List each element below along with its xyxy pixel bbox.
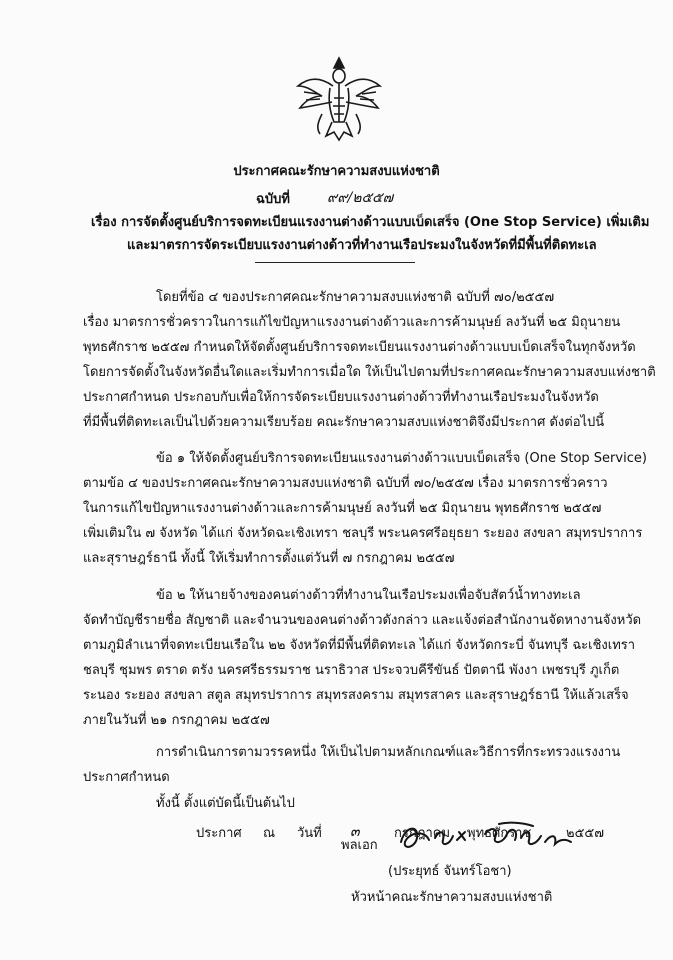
effective-clause: ทั้งนี้ ตั้งแต่บัดนี้เป็นต้นไป <box>156 796 295 811</box>
paragraph-line: โดยการจัดตั้งในจังหวัดอื่นใดและเริ่มทำการเมื่อใด ให้เป็นไปตามที่ประกาศคณะรักษาความสงบแห่งชาติ <box>83 365 656 380</box>
signatory-position: หัวหน้าคณะรักษาความสงบแห่งชาติ <box>351 890 553 905</box>
header-divider <box>255 262 415 263</box>
paragraph-line: ข้อ ๒ ให้นายจ้างของคนต่างด้าวที่ทำงานในเรือประมงเพื่อจับสัตว์น้ำทางทะเล <box>156 588 581 603</box>
paragraph-line: ตามภูมิลำเนาที่จดทะเบียนเรือใน ๒๒ จังหวัดที่มีพื้นที่ติดทะเล ได้แก่ จังหวัดกระบี่ จันทบุรี ฉะเชิงเทรา <box>83 638 636 653</box>
date-month: กรกฎาคม <box>394 826 451 841</box>
date-day-label: วันที่ <box>297 826 322 841</box>
paragraph-line: พุทธศักราช ๒๕๕๗ กำหนดให้จัดตั้งศูนย์บริการจดทะเบียนแรงงานต่างด้าวแบบเบ็ดเสร็จในทุกจังหวัด <box>83 340 636 355</box>
paragraph-line: ประกาศกำหนด ประกอบกับเพื่อให้การจัดระเบียบแรงงานต่างด้าวที่ทำงานเรือประมงในจังหวัด <box>83 390 599 405</box>
paragraph-line: ประกาศกำหนด <box>83 770 170 785</box>
date-year: ๒๕๕๗ <box>566 826 605 841</box>
paragraph-line: ข้อ ๑ ให้จัดตั้งศูนย์บริการจดทะเบียนแรงงานต่างด้าวแบบเบ็ดเสร็จ (One Stop Service) <box>156 451 647 466</box>
date-announced-label: ประกาศ <box>196 826 242 841</box>
signatory-rank: พลเอก <box>341 838 378 853</box>
paragraph-line: ตามข้อ ๔ ของประกาศคณะรักษาความสงบแห่งชาติ ฉบับที่ ๗๐/๒๕๕๗ เรื่อง มาตรการชั่วคราว <box>83 476 608 491</box>
signatory-name: (ประยุทธ์ จันทร์โอชา) <box>388 864 512 879</box>
date-at-label: ณ <box>263 826 276 841</box>
paragraph-line: ระนอง ระยอง สงขลา สตูล สมุทรปราการ สมุทรสงคราม สมุทรสาคร และสุราษฎร์ธานี ให้แล้วเสร็จ <box>83 688 629 703</box>
paragraph-line: เรื่อง มาตรการชั่วคราวในการแก้ไขปัญหาแรงงานต่างด้าวและการค้ามนุษย์ ลงวันที่ ๒๕ มิถุนายน <box>83 315 621 330</box>
issue-number: ๙๙/๒๕๕๗ <box>327 190 394 206</box>
paragraph-line: ในการแก้ไขปัญหาแรงงานต่างด้าวและการค้ามนุษย์ ลงวันที่ ๒๕ มิถุนายน พุทธศักราช ๒๕๕๗ <box>83 501 602 516</box>
subject-line-1: เรื่อง การจัดตั้งศูนย์บริการจดทะเบียนแรงงานต่างด้าวแบบเบ็ดเสร็จ (One Stop Service) เพิ่มเติม <box>91 215 650 230</box>
paragraph-line: เพิ่มเติมใน ๗ จังหวัด ได้แก่ จังหวัดฉะเชิงเทรา ชลบุรี พระนครศรีอยุธยา ระยอง สงขลา สมุทรปราการ <box>83 526 643 541</box>
subject-line-2: และมาตรการจัดระเบียบแรงงานต่างด้าวที่ทำงานเรือประมงในจังหวัดที่มีพื้นที่ติดทะเล <box>127 238 597 253</box>
date-era: พุทธศักราช <box>467 826 532 841</box>
paragraph-line: และสุราษฎร์ธานี ทั้งนี้ ให้เริ่มทำการตั้งแต่วันที่ ๗ กรกฎาคม ๒๕๕๗ <box>83 551 455 566</box>
paragraph-line: ชลบุรี ชุมพร ตราด ตรัง นครศรีธรรมราช นราธิวาส ประจวบคีรีขันธ์ ปัตตานี พังงา เพชรบุรี ภูเก็ต <box>83 663 620 678</box>
announcement-title: ประกาศคณะรักษาความสงบแห่งชาติ <box>233 164 440 179</box>
paragraph-line: การดำเนินการตามวรรคหนึ่ง ให้เป็นไปตามหลักเกณฑ์และวิธีการที่กระทรวงแรงงาน <box>156 745 621 760</box>
handwritten-signature <box>395 820 575 854</box>
garuda-emblem-icon <box>292 52 386 146</box>
issue-label: ฉบับที่ <box>256 192 290 207</box>
paragraph-line: โดยที่ข้อ ๔ ของประกาศคณะรักษาความสงบแห่งชาติ ฉบับที่ ๗๐/๒๕๕๗ <box>156 290 555 305</box>
paragraph-line: ภายในวันที่ ๒๑ กรกฎาคม ๒๕๕๗ <box>83 713 270 728</box>
date-day: ๓ <box>350 824 360 840</box>
paragraph-line: จัดทำบัญชีรายชื่อ สัญชาติ และจำนวนของคนต่างด้าวดังกล่าว และแจ้งต่อสำนักงานจัดหางานจังหวัด <box>83 613 642 628</box>
paragraph-line: ที่มีพื้นที่ติดทะเลเป็นไปด้วยความเรียบร้อย คณะรักษาความสงบแห่งชาติจึงมีประกาศ ดังต่อไปนี้ <box>83 415 605 430</box>
